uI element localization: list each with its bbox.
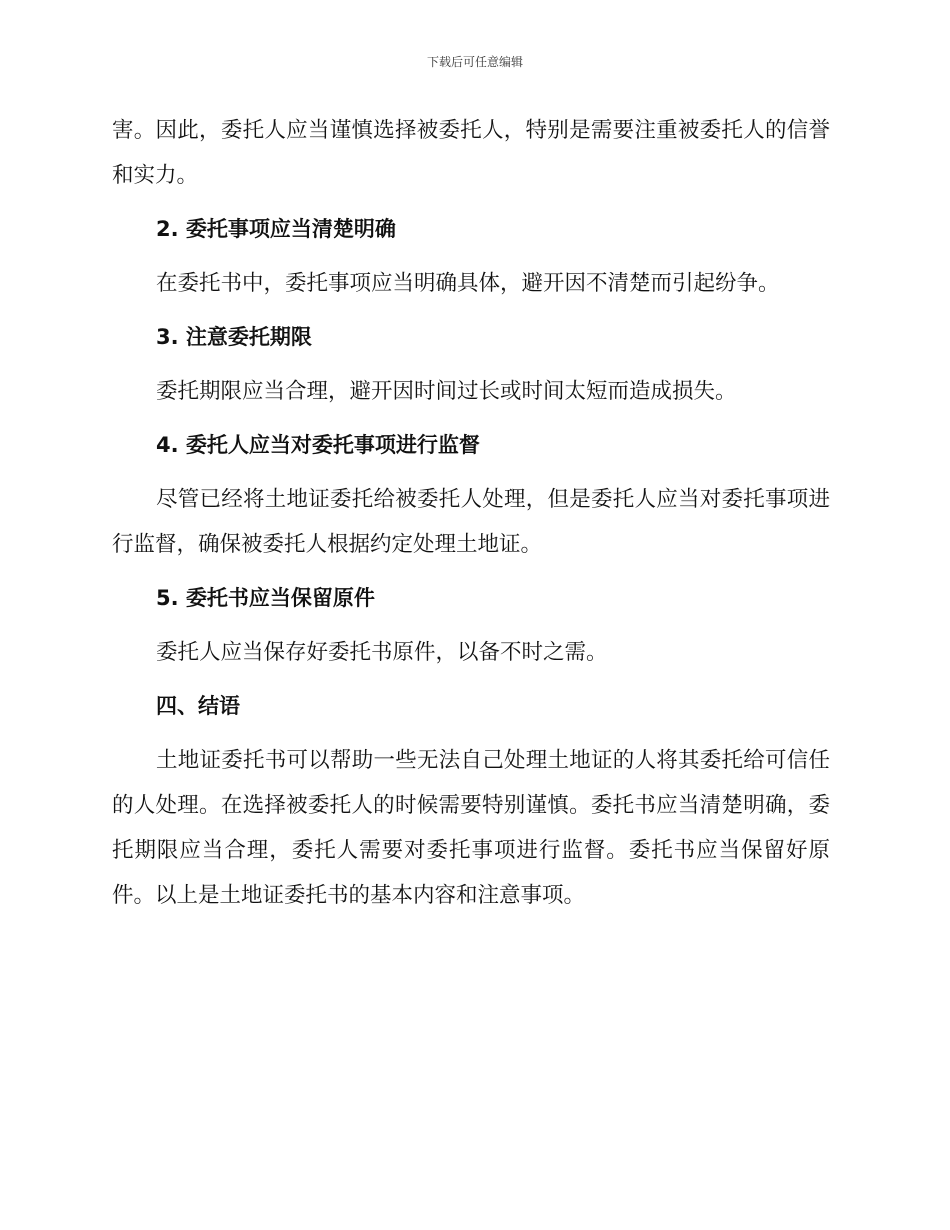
paragraph-conclusion: 土地证委托书可以帮助一些无法自己处理土地证的人将其委托给可信任的人处理。在选择被委托人的时候需要特别谨慎。委托书应当清楚明确，委托期限应当合理，委托人需要对委托事项进行监督。委托书应当保留好原件。以上是土地证委托书的基本内容和注意事项。	[112, 748, 830, 908]
paragraph-item-2: 在委托书中，委托事项应当明确具体，避开因不清楚而引起纷争。	[156, 271, 780, 296]
section-heading-5: 5. 委托书应当保留原件	[156, 586, 375, 610]
paragraph-continuation: 害。因此，委托人应当谨慎选择被委托人，特别是需要注重被委托人的信誉和实力。	[112, 118, 830, 188]
page-header: 下载后可任意编辑	[426, 55, 523, 69]
section-heading-2: 2. 委托事项应当清楚明确	[156, 217, 396, 241]
paragraph-item-4: 尽管已经将土地证委托给被委托人处理，但是委托人应当对委托事项进行监督，确保被委托人根据约定处理土地证。	[112, 487, 830, 557]
paragraph-item-3: 委托期限应当合理，避开因时间过长或时间太短而造成损失。	[156, 379, 737, 404]
paragraph-item-5: 委托人应当保存好委托书原件，以备不时之需。	[156, 640, 608, 665]
section-heading-4: 4. 委托人应当对委托事项进行监督	[156, 433, 480, 457]
document-body	[112, 108, 830, 918]
section-heading-3: 3. 注意委托期限	[156, 325, 312, 349]
section-heading-conclusion: 四、结语	[156, 694, 240, 718]
